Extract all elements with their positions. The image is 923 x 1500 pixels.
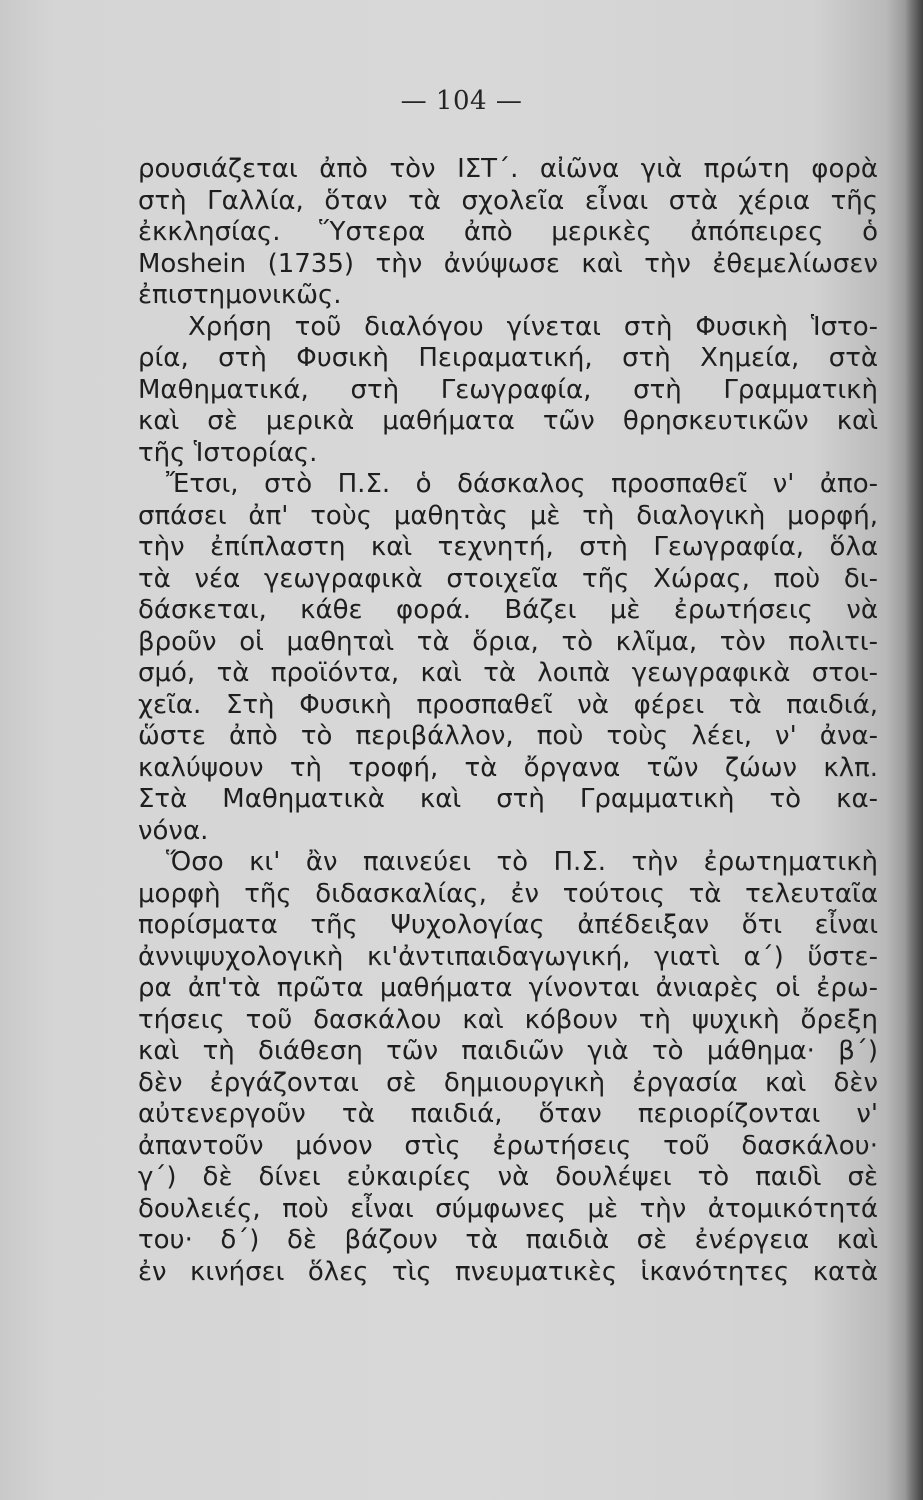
text-line: χεῖα. Στὴ Φυσικὴ προσπαθεῖ νὰ φέρει τὰ παιδιά, xyxy=(138,689,878,720)
text-line: ρα ἀπ'τὰ πρῶτα μαθήματα γίνονται ἀνιαρὲς οἱ ἐρω- xyxy=(138,973,878,1003)
text-line: δὲν ἐργάζονται σὲ δημιουργικὴ ἐργασία καὶ δὲν xyxy=(138,1067,878,1098)
text-line: τῆς Ἱστορίας. xyxy=(138,437,318,468)
text-line: δουλειές, ποὺ εἶναι σύμφωνες μὲ τὴν ἀτομικότητά xyxy=(138,1193,878,1224)
text-line: του· δ΄) δὲ βάζουν τὰ παιδιὰ σὲ ἐνέργεια καὶ xyxy=(138,1225,878,1255)
text-line: ἐκκλησίας. Ὕστερα ἀπὸ μερικὲς ἀπόπειρες ὁ xyxy=(138,217,878,247)
text-line: ρουσιάζεται ἀπὸ τὸν ΙΣΤ΄. αἰῶνα γιὰ πρώτη φορὰ xyxy=(138,154,878,184)
text-line: γ΄) δὲ δίνει εὐκαιρίες νὰ δουλέψει τὸ παιδὶ σὲ xyxy=(138,1162,878,1192)
text-line: καὶ σὲ μερικὰ μαθήματα τῶν θρησκευτικῶν καὶ xyxy=(138,406,878,436)
text-line: ὥστε ἀπὸ τὸ περιβάλλον, ποὺ τοὺς λέει, ν' ἀνα- xyxy=(138,721,878,751)
text-line: ἀπαντοῦν μόνον στὶς ἐρωτήσεις τοῦ δασκάλου· xyxy=(138,1130,878,1161)
text-line: Moshein (1735) τὴν ἀνύψωσε καὶ τὴν ἐθεμελίωσεν xyxy=(138,248,878,279)
text-line: ἐν κινήσει ὅλες τὶς πνευματικὲς ἱκανότητες κατὰ xyxy=(138,1256,878,1287)
text-line: ἀννιψυχολογικὴ κι'ἀντιπαιδαγωγική, γιατὶ α΄) ὕστε- xyxy=(138,941,878,972)
body-text xyxy=(138,154,878,1288)
text-line: σπάσει ἀπ' τοὺς μαθητὰς μὲ τὴ διαλογικὴ μορφή, xyxy=(138,500,878,531)
text-line: τὴν ἐπίπλαστη καὶ τεχνητή, στὴ Γεωγραφία, ὅλα xyxy=(138,532,878,562)
text-line: αὐτενεργοῦν τὰ παιδιά, ὅταν περιορίζονται ν' xyxy=(138,1099,878,1129)
text-line: τήσεις τοῦ δασκάλου καὶ κόβουν τὴ ψυχικὴ ὄρεξη xyxy=(138,1004,878,1035)
text-line: δάσκεται, κάθε φορά. Βάζει μὲ ἐρωτήσεις νὰ xyxy=(138,595,878,625)
text-line: Ὅσο κι' ἂν παινεύει τὸ Π.Σ. τὴν ἐρωτηματικὴ xyxy=(166,847,878,877)
text-line: καλύψουν τὴ τροφή, τὰ ὄργανα τῶν ζώων κλπ. xyxy=(138,752,878,783)
page-number: — 104 — xyxy=(400,86,523,116)
text-line: σμό, τὰ προϊόντα, καὶ τὰ λοιπὰ γεωγραφικὰ στοι- xyxy=(138,658,878,688)
text-line: ρία, στὴ Φυσικὴ Πειραματική, στὴ Χημεία, στὰ xyxy=(138,343,878,373)
text-line: βροῦν οἱ μαθηταὶ τὰ ὅρια, τὸ κλῖμα, τὸν πολιτι- xyxy=(138,626,878,657)
text-line: ἐπιστημονικῶς. xyxy=(138,280,342,310)
text-line: πορίσματα τῆς Ψυχολογίας ἀπέδειξαν ὅτι εἶναι xyxy=(138,910,878,940)
text-line: Στὰ Μαθηματικὰ καὶ στὴ Γραμματικὴ τὸ κα- xyxy=(138,784,878,814)
text-line: νόνα. xyxy=(138,815,209,846)
text-line: στὴ Γαλλία, ὅταν τὰ σχολεῖα εἶναι στὰ χέρια τῆς xyxy=(138,185,878,216)
text-line: τὰ νέα γεωγραφικὰ στοιχεῖα τῆς Χώρας, ποὺ δι- xyxy=(138,563,878,594)
text-line: καὶ τὴ διάθεση τῶν παιδιῶν γιὰ τὸ μάθημα· β΄) xyxy=(138,1036,878,1066)
text-line: Χρήση τοῦ διαλόγου γίνεται στὴ Φυσικὴ Ἱστο- xyxy=(188,311,878,342)
text-line: Ἔτσι, στὸ Π.Σ. ὁ δάσκαλος προσπαθεῖ ν' ἀπο- xyxy=(166,469,878,499)
text-line: Μαθηματικά, στὴ Γεωγραφία, στὴ Γραμματικὴ xyxy=(138,374,878,405)
text-line: μορφὴ τῆς διδασκαλίας, ἐν τούτοις τὰ τελευταῖα xyxy=(138,878,878,909)
